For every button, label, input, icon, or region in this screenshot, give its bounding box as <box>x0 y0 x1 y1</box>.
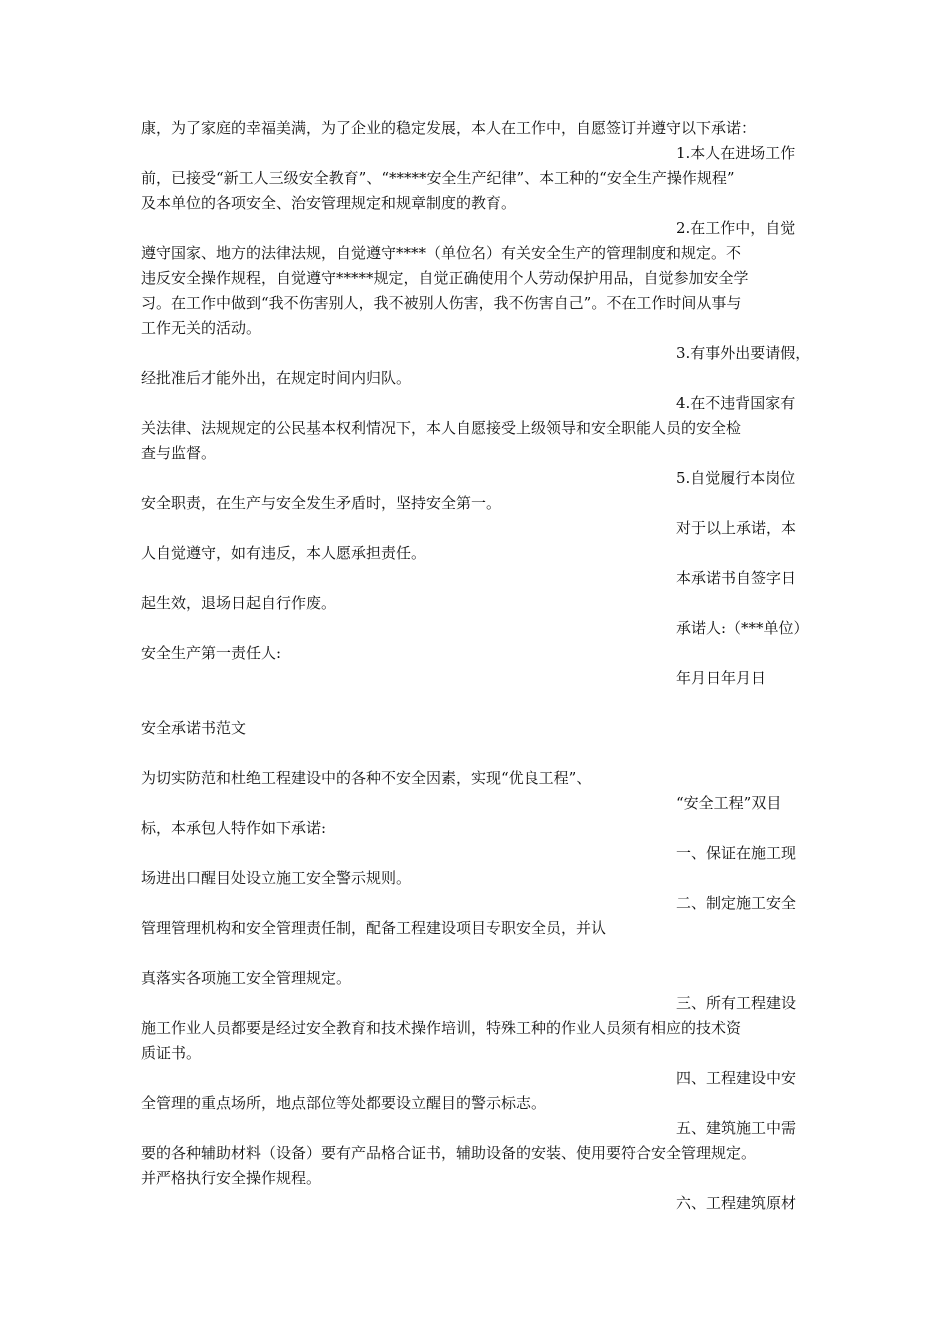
clause-heading-line: 5.自觉履行本岗位 <box>676 469 796 487</box>
text-line: 康，为了家庭的幸福美满，为了企业的稳定发展，本人在工作中，自愿签订并遵守以下承诺： <box>141 119 757 137</box>
text-line: 真落实各项施工安全管理规定。 <box>141 969 352 987</box>
text-line: 及本单位的各项安全、治安管理规定和规章制度的教育。 <box>141 194 517 212</box>
text-line: 人自觉遵守，如有违反，本人愿承担责任。 <box>141 544 427 562</box>
clause-heading-line: 3.有事外出要请假， <box>676 344 811 362</box>
clause-heading-line: 年月日年月日 <box>676 669 767 687</box>
clause-heading-line: 1.本人在进场工作 <box>676 144 796 162</box>
text-line: 施工作业人员都要是经过安全教育和技术操作培训，特殊工种的作业人员须有相应的技术资 <box>141 1019 742 1037</box>
clause-heading-line: 承诺人:（***单位） <box>676 619 809 637</box>
clause-heading-line: 2.在工作中，自觉 <box>676 219 796 237</box>
text-line: 安全职责，在生产与安全发生矛盾时，坚持安全第一。 <box>141 494 502 512</box>
text-line: 标，本承包人特作如下承诺: <box>141 819 327 837</box>
text-line: 习。在工作中做到“我不伤害别人，我不被别人伤害，我不伤害自己”。不在工作时间从事与 <box>141 294 742 312</box>
clause-heading-line: 对于以上承诺，本 <box>676 519 797 537</box>
text-line: 前，已接受“新工人三级安全教育”、“*****安全生产纪律”、本工种的“安全生产操作规程” <box>141 169 735 187</box>
text-line: 查与监督。 <box>141 444 217 462</box>
text-line: 质证书。 <box>141 1044 202 1062</box>
text-line: 为切实防范和杜绝工程建设中的各种不安全因素，实现“优良工程”、 <box>141 769 592 787</box>
text-line: 安全生产第一责任人: <box>141 644 282 662</box>
clause-heading-line: 三、所有工程建设 <box>676 994 797 1012</box>
clause-heading-line: 四、工程建设中安 <box>676 1069 797 1087</box>
clause-heading-line: 二、制定施工安全 <box>676 894 797 912</box>
text-line: 遵守国家、地方的法律法规，自觉遵守****（单位名）有关安全生产的管理制度和规定。不 <box>141 244 742 262</box>
text-line: 并严格执行安全操作规程。 <box>141 1169 322 1187</box>
text-line: 全管理的重点场所，地点部位等处都要设立醒目的警示标志。 <box>141 1094 547 1112</box>
text-line: 管理管理机构和安全管理责任制，配备工程建设项目专职安全员，并认 <box>141 919 607 937</box>
text-line: 场进出口醒目处设立施工安全警示规则。 <box>141 869 412 887</box>
clause-heading-line: 4.在不违背国家有 <box>676 394 796 412</box>
clause-heading-line: 五、建筑施工中需 <box>676 1119 797 1137</box>
text-line: 违反安全操作规程，自觉遵守*****规定，自觉正确使用个人劳动保护用品，自觉参加安全学 <box>141 269 749 287</box>
clause-heading-line: 一、保证在施工现 <box>676 844 797 862</box>
text-line: 关法律、法规规定的公民基本权利情况下，本人自愿接受上级领导和安全职能人员的安全检 <box>141 419 742 437</box>
text-line: 工作无关的活动。 <box>141 319 262 337</box>
clause-heading-line: 六、工程建筑原材 <box>676 1194 797 1212</box>
clause-heading-line: 本承诺书自签字日 <box>676 569 797 587</box>
text-line: 起生效，退场日起自行作废。 <box>141 594 337 612</box>
clause-heading-line: “安全工程”双目 <box>676 794 782 812</box>
text-line: 要的各种辅助材料（设备）要有产品格合证书，辅助设备的安装、使用要符合安全管理规定。 <box>141 1144 757 1162</box>
text-line: 安全承诺书范文 <box>141 719 247 737</box>
text-line: 经批准后才能外出，在规定时间内归队。 <box>141 369 412 387</box>
